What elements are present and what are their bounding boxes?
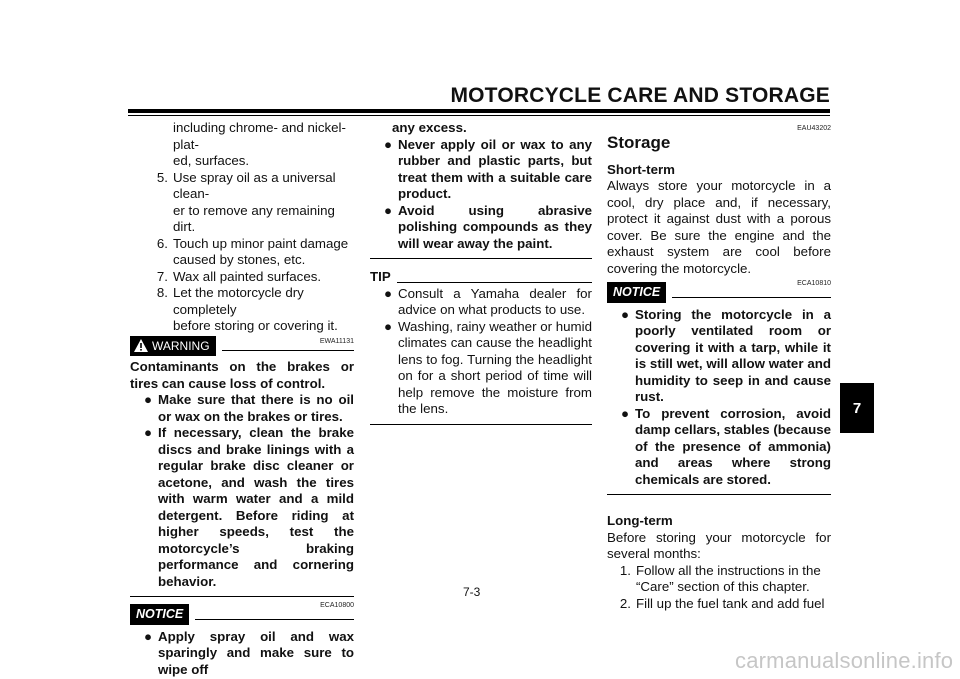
step-text: before storing or covering it. bbox=[173, 318, 338, 333]
warning-end-rule bbox=[130, 596, 354, 597]
bullet-text: If necessary, clean the brake discs and brake linings with a regular brake disc cleaner or acetone, and wash the tires with warm water and a mild detergent. Before riding at higher speeds, test the motorcycle’s braking performance and cornering behavior. bbox=[158, 425, 354, 589]
step-text: Wax all painted surfaces. bbox=[173, 268, 322, 284]
page-number: 7-3 bbox=[463, 585, 481, 599]
long-term-title: Long-term bbox=[607, 513, 673, 528]
step-text: Touch up minor paint damage bbox=[173, 235, 349, 251]
tip-header bbox=[370, 269, 592, 286]
watermark: carmanualsonline.info bbox=[735, 648, 954, 673]
warning-triangle-icon bbox=[134, 339, 148, 352]
step-number: 6. bbox=[156, 235, 168, 251]
tip-rule bbox=[397, 282, 592, 283]
notice-rule bbox=[672, 297, 831, 298]
column-1 bbox=[130, 120, 354, 678]
step-7 bbox=[130, 269, 354, 286]
step-number: 1. bbox=[619, 562, 631, 578]
notice-bullet: ● Avoid using abrasive polishing compounds as they will wear away the paint. bbox=[383, 202, 592, 251]
notice-bullet: ● Apply spray oil and wax sparingly and make sure to wipe off bbox=[143, 628, 354, 677]
warning-bullet: ● Make sure that there is no oil or wax on the brakes or tires. bbox=[143, 392, 354, 424]
tip-bullet: ● Washing, rainy weather or humid climates can cause the headlight lens to fog. Turning the headlight on for a short period of time will help remove the moisture from the lens. bbox=[383, 318, 592, 416]
step-number: 7. bbox=[156, 268, 168, 284]
notice-end-rule bbox=[607, 494, 831, 495]
bullet-text: Consult a Yamaha dealer for advice on what products to use. bbox=[398, 285, 592, 317]
warning-rule bbox=[222, 350, 354, 351]
step-6 bbox=[130, 236, 354, 269]
bullet-text: Apply spray oil and wax sparingly and make sure to wipe off bbox=[158, 628, 354, 677]
chapter-tab: 7 bbox=[840, 383, 874, 433]
bullet-text: Storing the motorcycle in a poorly ventilated room or covering it with a tarp, while it is still wet, will allow water and humidity to seep in and cause rust. bbox=[635, 306, 831, 404]
warning-badge bbox=[130, 336, 216, 357]
tip-label: TIP bbox=[370, 269, 391, 284]
step-8 bbox=[130, 285, 354, 335]
short-term-text: Always store your motorcycle in a cool, dry place and, if necessary, protect it against dust with a porous cover. Be sure the engine and the exhaust system are cool before covering the motorcycle. bbox=[607, 178, 831, 276]
notice-badge: NOTICE bbox=[130, 604, 189, 625]
step-text: caused by stones, etc. bbox=[173, 252, 306, 267]
long-term-text: Before storing your motorcycle for several months: bbox=[607, 529, 831, 561]
notice-badge: NOTICE bbox=[607, 282, 666, 303]
column-3 bbox=[607, 120, 831, 612]
section-title: Storage bbox=[607, 133, 671, 152]
notice-bullet: ● To prevent corrosion, avoid damp cellars, stables (because of the presence of ammonia) and areas where strong chemicals are stored. bbox=[620, 405, 831, 487]
step-number: 5. bbox=[156, 169, 168, 185]
step-number: 2. bbox=[619, 595, 631, 611]
notice-continued: any excess. bbox=[392, 120, 467, 135]
warning-code: EWA11131 bbox=[319, 337, 354, 345]
continued-line: ed, surfaces. bbox=[173, 153, 250, 168]
header-rule-thin bbox=[128, 115, 830, 116]
long-step-2 bbox=[607, 596, 831, 613]
continued-line: including chrome- and nickel-plat- bbox=[173, 120, 346, 152]
tip-end-rule bbox=[370, 424, 592, 425]
notice-code: ECA10810 bbox=[797, 280, 831, 287]
step-text: Let the motorcycle dry completely bbox=[173, 285, 304, 317]
step-number: 8. bbox=[156, 285, 168, 300]
tip-bullet: ● Consult a Yamaha dealer for advice on what products to use. bbox=[383, 285, 592, 317]
bullet-text: Never apply oil or wax to any rubber and plastic parts, but treat them with a suitable care product. bbox=[398, 136, 592, 201]
step-text: “Care” section of this chapter. bbox=[636, 579, 810, 594]
step-text: Use spray oil as a universal clean- bbox=[173, 169, 336, 201]
step-text: Follow all the instructions in the bbox=[636, 562, 821, 578]
notice-end-rule bbox=[370, 258, 592, 259]
step-text: Fill up the fuel tank and add fuel bbox=[636, 595, 825, 611]
short-term-title: Short-term bbox=[607, 161, 675, 177]
bullet-text: Avoid using abrasive polishing compounds as they will wear away the paint. bbox=[398, 202, 592, 251]
long-step-1 bbox=[607, 563, 831, 596]
column-2 bbox=[370, 120, 592, 425]
warning-bullet: ● If necessary, clean the brake discs and brake linings with a regular brake disc cleaner or acetone, and wash the tires with warm water and a mild detergent. Before riding at higher speeds, test the motorcycle’s braking performance and cornering behavior. bbox=[143, 425, 354, 589]
notice-code: ECA10800 bbox=[320, 602, 354, 609]
notice-bullet: ● Never apply oil or wax to any rubber and plastic parts, but treat them with a suitable care product. bbox=[383, 136, 592, 201]
bullet-text: Make sure that there is no oil or wax on the brakes or tires. bbox=[158, 392, 354, 424]
step-text: er to remove any remaining dirt. bbox=[173, 202, 335, 234]
step-5 bbox=[130, 170, 354, 236]
page-header-title: MOTORCYCLE CARE AND STORAGE bbox=[450, 84, 830, 107]
section-code: EAU43202 bbox=[797, 125, 831, 132]
notice-bullet: ● Storing the motorcycle in a poorly ventilated room or covering it with a tarp, while it is still wet, will allow water and humidity to seep in and cause rust. bbox=[620, 306, 831, 404]
notice-rule bbox=[195, 619, 354, 620]
warning-label: WARNING bbox=[152, 338, 210, 353]
bullet-text: To prevent corrosion, avoid damp cellars, stables (because of the presence of ammonia) and areas where strong chemicals are stored. bbox=[635, 405, 831, 487]
warning-intro: Contaminants on the brakes or tires can cause loss of control. bbox=[130, 359, 354, 391]
bullet-text: Washing, rainy weather or humid climates can cause the headlight lens to fog. Turning the headlight on for a short period of time will help remove the moisture from the lens. bbox=[398, 318, 592, 416]
header-rule bbox=[128, 109, 830, 113]
continued-text bbox=[130, 120, 354, 170]
